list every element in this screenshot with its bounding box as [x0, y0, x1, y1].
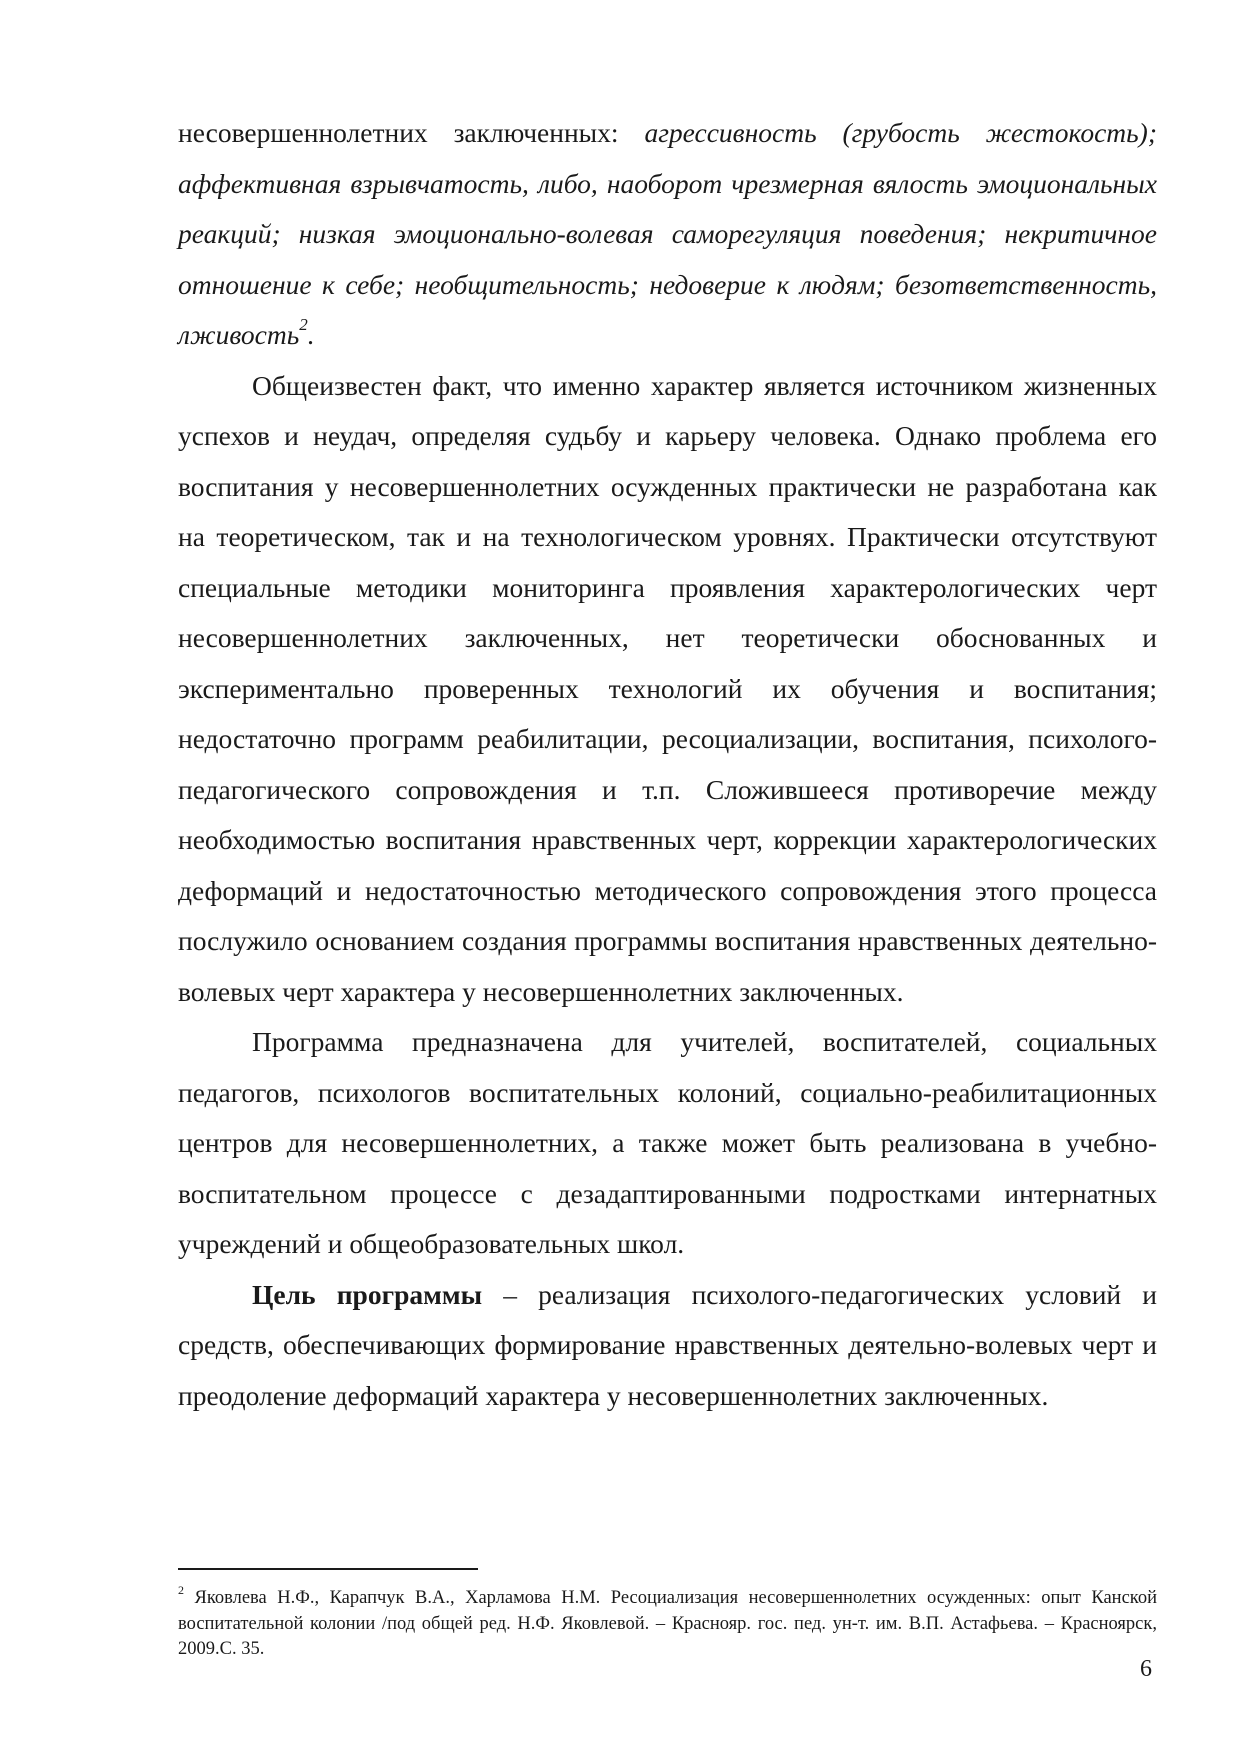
page-body	[178, 108, 1157, 1421]
paragraph-4	[178, 1270, 1157, 1422]
paragraph-3: Программа предназначена для учителей, воспитателей, социальных педагогов, психологов воспитательных колоний, социально-реабилитационных центров для несовершеннолетних, а также может быть реализована в учебно-воспитательном процессе с дезадаптированными подростками интернатных учреждений и общеобразовательных школ.	[178, 1026, 1157, 1259]
paragraph-1	[178, 108, 1157, 361]
footnote-reference[interactable]: 2	[299, 314, 308, 334]
page-number: 6	[1140, 1656, 1152, 1682]
footnote-text: Яковлева Н.Ф., Карапчук В.А., Харламова Н.М. Ресоциализация несовершеннолетних осужденных: опыт Канской воспитательной колонии /под общей ред. Н.Ф. Яковлевой. – Краснояр. гос. пед. ун-т. им. В.П. Астафьева. – Красноярск, 2009.С. 35.	[178, 1588, 1157, 1660]
paragraph-1-lead: несовершеннолетних заключенных:	[178, 117, 645, 148]
footnote-separator	[178, 1568, 478, 1570]
footnote-number: 2	[178, 1583, 184, 1597]
paragraph-1-tail: .	[307, 319, 315, 350]
footnote	[178, 1580, 1157, 1663]
traits-list-italic: агрессивность (грубость жестокость); аффективная взрывчатость, либо, наоборот чрезмерная вялость эмоциональных реакций; низкая эмоционально-волевая саморегуляция поведения; некритичное отношение к себе; необщительность; недоверие к людям; безответственность, лживость	[178, 117, 1157, 350]
paragraph-2: Общеизвестен факт, что именно характер является источником жизненных успехов и неудач, определяя судьбу и карьеру человека. Однако проблема его воспитания у несовершеннолетних осужденных практически не разработана как на теоретическом, так и на технологическом уровнях. Практически отсутствуют специальные методики мониторинга проявления характерологических черт несовершеннолетних заключенных, нет теоретически обоснованных и экспериментально проверенных технологий их обучения и воспитания; недостаточно программ реабилитации, ресоциализации, воспитания, психолого-педагогического сопровождения и т.п. Сложившееся противоречие между необходимостью воспитания нравственных черт, коррекции характерологических деформаций и недостаточностью методического сопровождения этого процесса послужило основанием создания программы воспитания нравственных деятельно-волевых черт характера у несовершеннолетних заключенных.	[178, 369, 1157, 1007]
program-goal-heading: Цель программы	[252, 1278, 483, 1310]
program-goal-text: – реализация психолого-педагогических условий и средств, обеспечивающих формирование нравственных деятельно-волевых черт и преодоление деформаций характера у несовершеннолетних заключенных.	[178, 1278, 1157, 1411]
